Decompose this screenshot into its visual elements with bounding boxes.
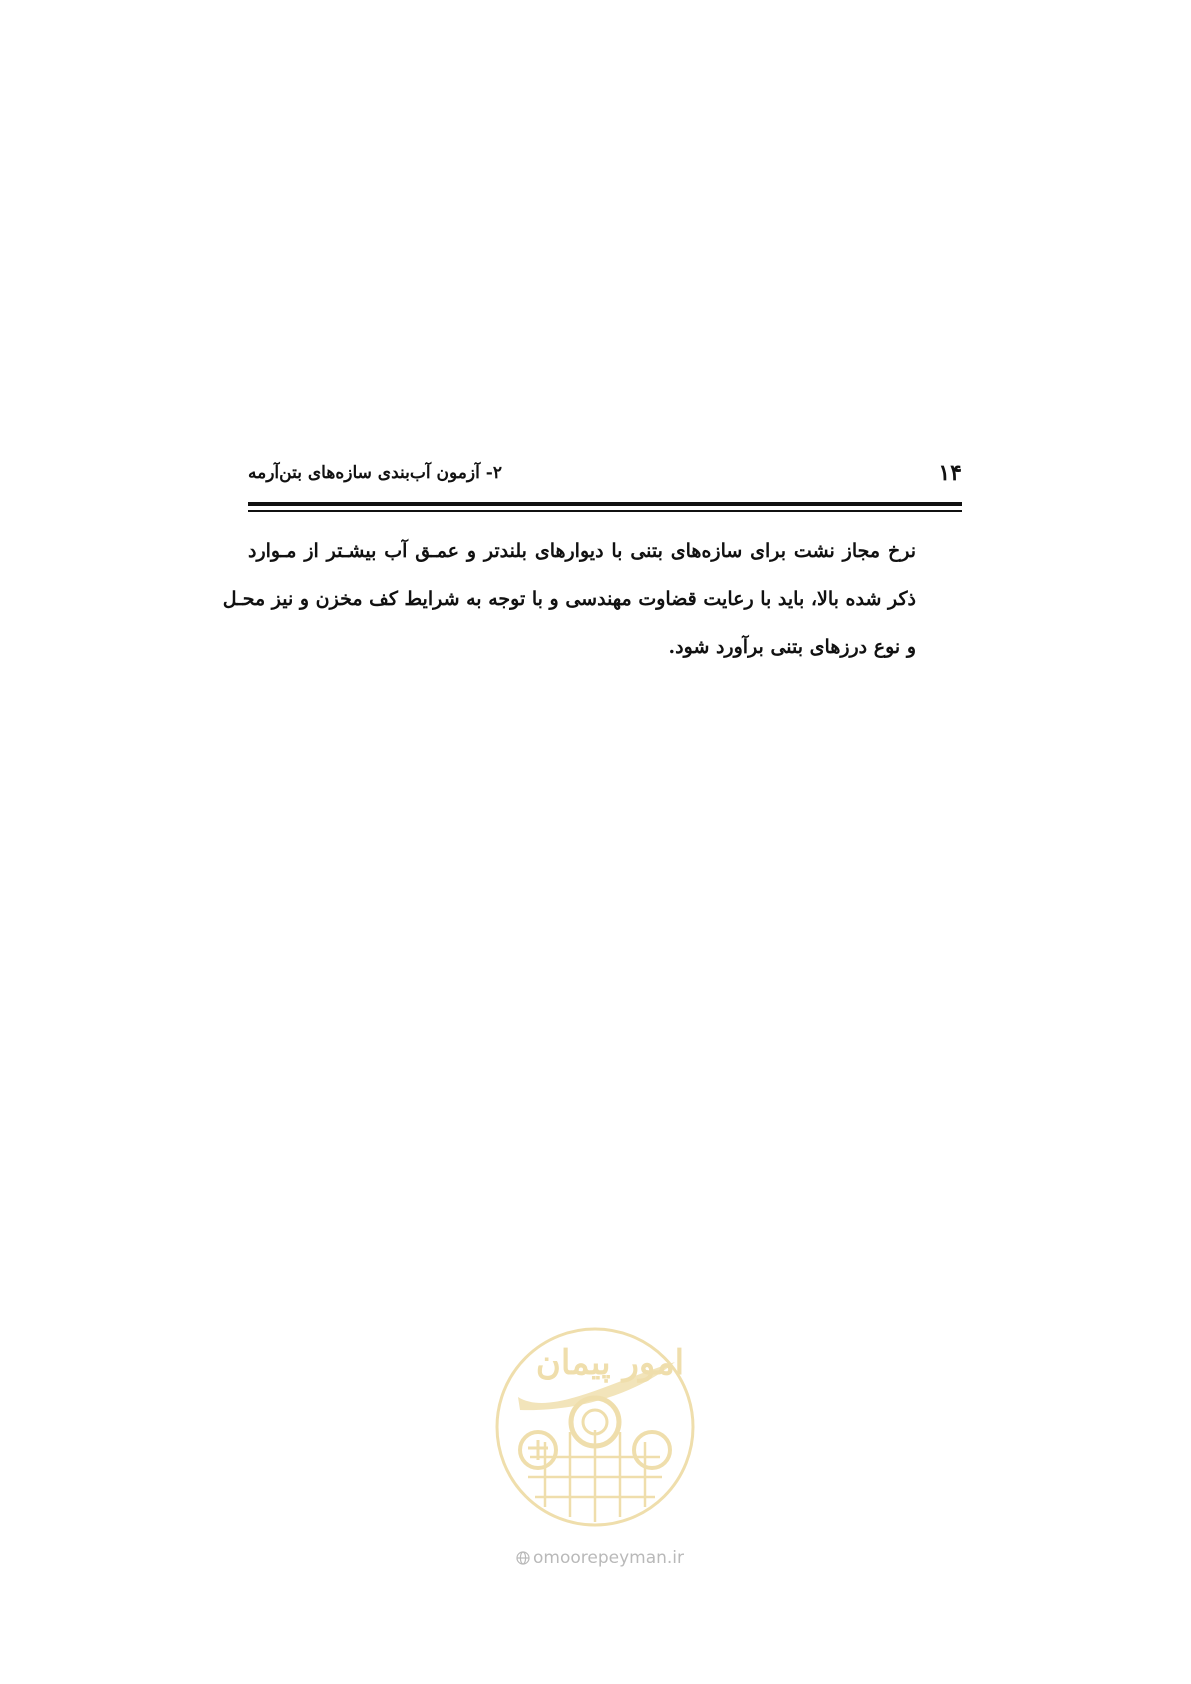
chapter-title: ۲- آزمون آب‌بندی سازه‌های بتن‌آرمه — [248, 463, 502, 483]
page-header — [248, 458, 962, 488]
paragraph-line-3: و نوع درزهای بتنی برآورد شود. — [668, 636, 916, 658]
watermark-url: omoorepeyman.ir — [532, 1548, 685, 1568]
body-paragraph — [222, 527, 916, 671]
watermark-url-line — [500, 1548, 700, 1568]
watermark-logo — [490, 1322, 700, 1552]
globe-icon — [516, 1551, 530, 1565]
watermark-logo-text: امور پیمان — [535, 1343, 685, 1383]
paragraph-line-2: ذکر شده بالا، باید با رعایت قضاوت مهندسی و با توجه به شرایط کف مخزن و نیز محـل — [222, 588, 916, 610]
page-number: ۱۴ — [938, 460, 962, 486]
paragraph-line-1: نرخ مجاز نشت برای سازه‌های بتنی با دیوارهای بلندتر و عمـق آب بیشـتر از مـوارد — [248, 540, 916, 562]
header-rule-thin — [248, 510, 962, 512]
header-rule-thick — [248, 502, 962, 506]
